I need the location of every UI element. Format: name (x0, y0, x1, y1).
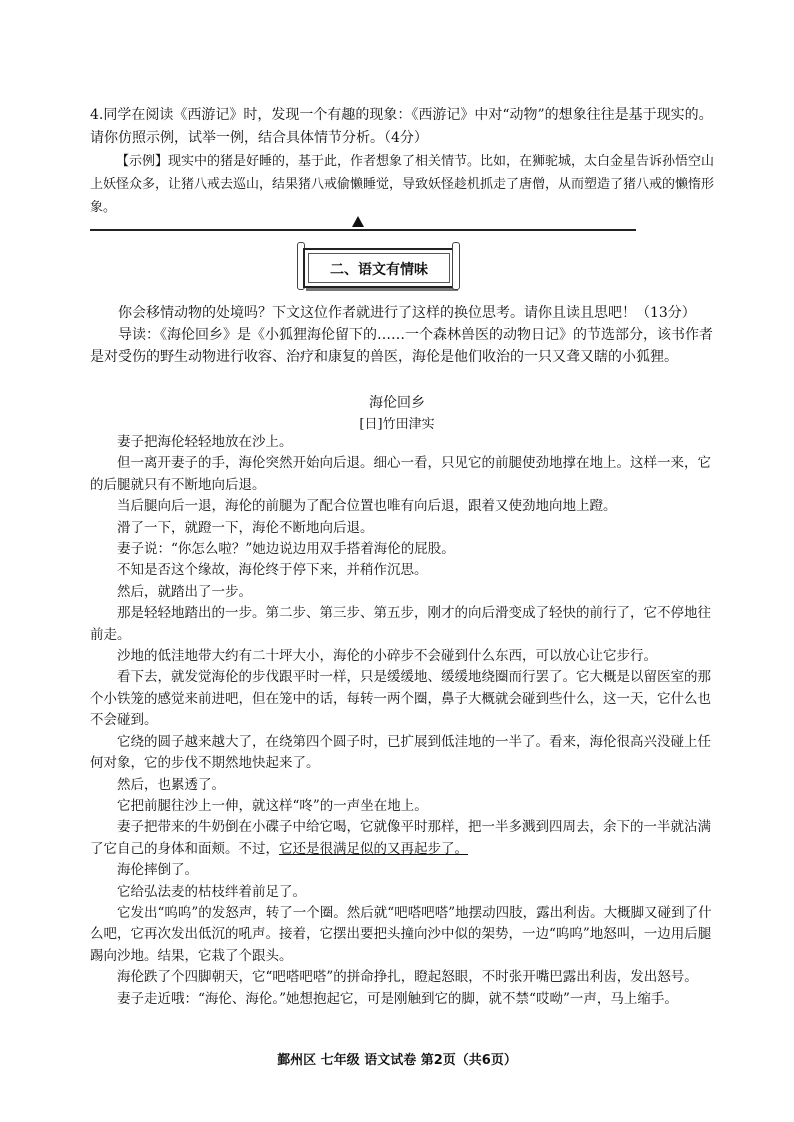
paragraph: 妻子说：“你怎么啦？”她边说边用双手搭着海伦的屁股。 (117, 541, 455, 558)
section-heading: 二、语文有情味 (330, 262, 428, 278)
paragraph: 滑了一下，就蹬一下，海伦不断地向后退。 (117, 519, 374, 536)
paragraph: 它绕的圆子越来越大了，在绕第四个圆子时，已扩展到低洼地的一半了。看来，海伦很高兴没碰上任何对象，它的步伐不期然地快起来了。 (90, 733, 711, 772)
underlined-sentence: 它还是很满足似的又再起步了。 (279, 840, 468, 857)
scroll-right-ornament (452, 242, 460, 290)
intro-guide: 导读：《海伦回乡》是《小狐狸海伦留下的……一个森林兽医的动物日记》的节选部分，该书作者是对受伤的野生动物进行收容、治疗和康复的兽医，海伦是他们收治的一只又聋又瞎的小狐狸。 (90, 327, 713, 365)
triangle-marker-icon (352, 216, 364, 227)
paragraph: 当后腿向后一退，海伦的前腿为了配合位置也唯有向后退，跟着又使劲地向地上蹬。 (117, 498, 617, 515)
paragraph: 然后，也累透了。 (117, 776, 225, 793)
paragraph: 妻子把海伦轻轻地放在沙上。 (117, 434, 293, 450)
paragraph: 妻子走近哦：“海伦、海伦。”她想抱起它，可是刚触到它的脚，就不禁“哎呦”一声，马上缩手。 (117, 990, 678, 1007)
paragraph: 不知是否这个缘故，海伦终于停下来，并稍作沉思。 (117, 562, 428, 579)
paragraph: 那是轻轻地踏出的一步。第二步、第三步、第五步，刚才的向后滑变成了轻快的前行了，它不停地往前走。 (90, 605, 711, 643)
paragraph-text: 妻子把带来的牛奶倒在小碟子中给它喝，它就像平时那样，把一半多溅到四周去，余下的一半就沾满了它自己的身体和面颊。不过， (90, 819, 711, 857)
paragraph: 看下去，就发觉海伦的步伐跟平时一样，只是缓缓地、缓缓地绕圈而行罢了。它大概是以留医室的那个小铁笼的感觉来前进吧，但在笼中的话，每转一两个圈，鼻子大概就会碰到些什么，这一天，它什么也不会碰到。 (90, 669, 711, 729)
article-body (90, 432, 720, 1010)
paragraph: 海伦摔倒了。 (117, 862, 198, 879)
page-footer: 鄞州区 七年级 语文试卷 第2页（共6页） (277, 1053, 517, 1068)
paragraph: 它给弘法麦的枯枝绊着前足了。 (117, 883, 306, 900)
paragraph: 但一离开妻子的手，海伦突然开始向后退。细心一看，只见它的前腿使劲地撑在地上。这样一来，它的后腿就只有不断地向后退。 (90, 455, 711, 493)
question-4-prompt: 4.同学在阅读《西游记》时，发现一个有趣的现象：《西游记》中对“动物”的想象往往是基于现实的。请你仿照示例，试举一例，结合具体情节分析。（4分） (90, 107, 713, 146)
paragraph: 它发出“呜呜”的发怒声，转了一个圈。然后就“吧嗒吧嗒”地摆动四肢，露出利齿。大概脚又碰到了什么吧，它再次发出低沉的吼声。接着，它摆出要把头撞向沙中似的架势，一边“呜呜”地怒叫，一边用后腿踢向沙地。结果，它栽了个跟头。 (90, 904, 712, 964)
paragraph-with-underline (90, 817, 720, 860)
article-title: 海伦回乡 (369, 395, 425, 411)
question-4-example: 【示例】现实中的猪是好睡的，基于此，作者想象了相关情节。比如，在狮驼城，太白金星告诉孙悟空山上妖怪众多，让猪八戒去巡山，结果猪八戒偷懒睡觉，导致妖怪趁机抓走了唐僧，从而塑造了猪八戒的懒惰形象。 (90, 154, 715, 215)
paragraph: 然后，就踏出了一步。 (117, 583, 252, 600)
article-author: [日]竹田津实 (359, 417, 435, 432)
paragraph: 它把前腿往沙上一伸，就这样“咚”的一声坐在地上。 (117, 797, 428, 814)
paragraph: 沙地的低洼地带大约有二十坪大小，海伦的小碎步不会碰到什么东西，可以放心让它步行。 (117, 648, 657, 665)
paragraph: 海伦跌了个四脚朝天，它“吧嗒吧嗒”的拼命挣扎，瞪起怒眼，不时张开嘴巴露出利齿，发出怒号。 (117, 969, 698, 986)
section-heading-box (303, 248, 455, 288)
section-divider (90, 229, 636, 231)
intro-instruction: 你会移情动物的处境吗？下文这位作者就进行了这样的换位思考。请你且读且思吧！（13分） (118, 305, 696, 321)
question-4 (90, 104, 720, 219)
reading-intro (90, 302, 720, 368)
